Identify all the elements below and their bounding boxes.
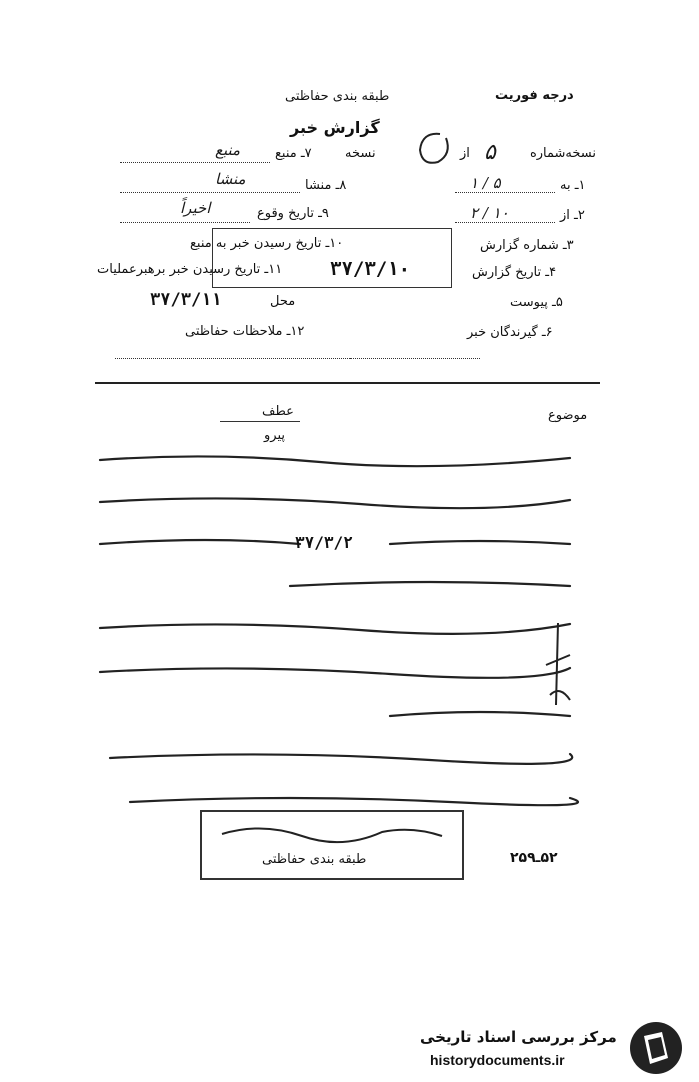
dotted-line [120,192,300,193]
field-security-notes-label: ۱۲ـ ملاحظات حفاظتی [185,324,305,339]
field-received-by-source-label: ۱۰ـ تاریخ رسیدن خبر به منبع [190,236,344,251]
dotted-line [455,192,555,193]
field-location-value: ۳۷/۳/۱۱ [150,290,222,310]
field-occurrence-date-label: ۹ـ تاریخ وقوع [257,206,329,221]
dotted-line [115,358,350,359]
received-date-box [212,228,452,288]
field-received-by-ops-label: ۱۱ـ تاریخ رسیدن خبر برهبرعملیات [97,262,283,277]
copies-label: نسخه [345,146,376,161]
dotted-line [120,162,270,163]
field-occurrence-date-value: اخیراً [180,199,211,217]
field-source-label: ۷ـ منبع [275,146,312,161]
copy-of-label: از [460,146,470,161]
classification-stamp [200,810,464,880]
field-attachment-label: ۵ـ پیوست [510,295,563,310]
field-copy-number-label: نسخه‌شماره [529,146,596,161]
field-report-date-label: ۴ـ تاریخ گزارش [472,265,557,280]
field-location-label: محل [270,294,296,309]
field-report-number-label: ۳ـ شماره گزارش [480,238,574,253]
field-received-by-ops-value: ۳۷/۳/۱۰ [330,258,411,280]
stamp-classification-text: طبقه بندی حفاظتی [262,852,367,867]
field-from-label: ۲ـ از [560,208,585,223]
handwritten-body [90,440,590,820]
field-recipients-label: ۶ـ گیرندگان خبر [467,325,553,340]
field-to-label: ۱ـ به [560,178,586,193]
signature [202,814,458,854]
field-from-value: ۲ / ۱۰ [470,204,509,222]
priority-label: درجه فوریت [495,88,574,103]
reference-label: عطف [262,404,294,419]
field-to-value: ۱ / ۵ [470,174,501,192]
watermark-footer [0,1016,699,1082]
page-title: گزارش خبر [290,118,380,137]
handwritten-copy-count [410,128,460,170]
field-origin-value: منشا [215,170,246,188]
section-divider [95,382,600,384]
field-copy-number-value: ۵ [484,140,496,165]
dotted-line [350,358,480,359]
body-date: ۳۷/۳/۲ [295,533,353,552]
margin-mark [540,615,580,715]
followup-label: پیرو [264,428,285,443]
field-source-value: منبع [215,141,241,159]
subject-label: موضوع [548,408,588,423]
dotted-line [455,222,555,223]
document-number: ۵۲ـ۲۵۹ [510,850,558,866]
classification-header: طبقه بندی حفاظتی [285,89,390,104]
reference-divider [220,421,300,422]
watermark-title: مرکز بررسی اسناد تاریخی [420,1028,617,1046]
watermark-url: historydocuments.ir [430,1052,565,1068]
archive-logo-icon [628,1020,684,1076]
dotted-line [120,222,250,223]
field-origin-label: ۸ـ منشا [305,178,347,193]
